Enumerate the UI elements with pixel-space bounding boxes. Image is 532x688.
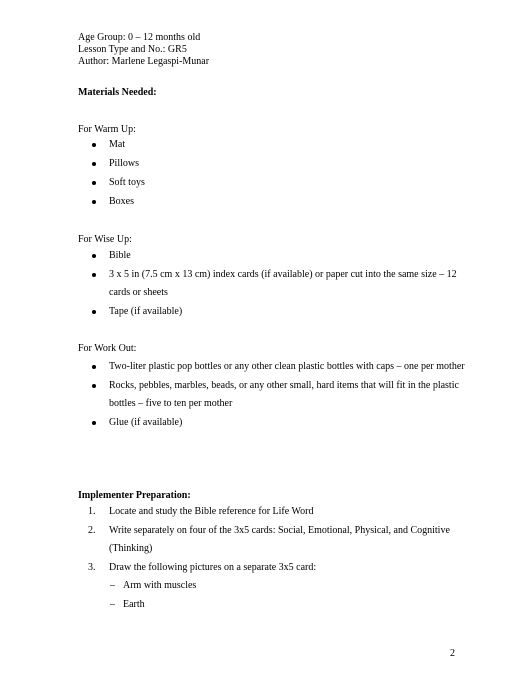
step-number: 1.: [88, 506, 96, 517]
list-item: Pillows: [78, 155, 468, 173]
list-item: Tape (if available): [78, 303, 468, 321]
list-item: Two-liter plastic pop bottles or any other clean plastic bottles with caps – one per mother: [78, 358, 468, 376]
step-number: 3.: [88, 562, 96, 573]
picture-list: [109, 577, 468, 614]
lesson-type: Lesson Type and No.: GR5: [78, 44, 187, 55]
list-item: Rocks, pebbles, marbles, beads, or any other small, hard items that will fit in the plastic bottles – five to ten per mother: [78, 377, 468, 413]
age-group: Age Group: 0 – 12 months old: [78, 32, 201, 43]
list-item: Glue (if available): [78, 414, 468, 432]
step-item: [78, 503, 468, 521]
implementer-steps: [78, 503, 468, 615]
list-item: – Earth: [109, 596, 468, 614]
step-text: Write separately on four of the 3x5 cards: Social, Emotional, Physical, and Cognitive (Thinking): [109, 525, 450, 554]
list-item: Soft toys: [78, 174, 468, 192]
step-item: [78, 559, 468, 614]
step-number: 2.: [88, 525, 96, 536]
list-item: Mat: [78, 136, 468, 154]
author: Author: Marlene Legaspi-Munar: [78, 56, 210, 67]
work-out-label: For Work Out:: [78, 343, 137, 354]
list-item: Bible: [78, 247, 468, 265]
page-number: 2: [450, 648, 455, 659]
implementer-heading: Implementer Preparation:: [78, 490, 191, 501]
warm-up-list: [78, 136, 468, 212]
list-item: Boxes: [78, 193, 468, 211]
step-item: [78, 522, 468, 558]
list-item: 3 x 5 in (7.5 cm x 13 cm) index cards (if available) or paper cut into the same size – 12 cards or sheets: [78, 266, 468, 302]
list-item: – Arm with muscles: [109, 577, 468, 595]
wise-up-label: For Wise Up:: [78, 234, 132, 245]
wise-up-list: [78, 247, 468, 322]
work-out-list: [78, 358, 468, 433]
materials-heading: Materials Needed:: [78, 87, 157, 98]
warm-up-label: For Warm Up:: [78, 124, 136, 135]
lesson-header: [78, 32, 209, 68]
step-text: Draw the following pictures on a separate 3x5 card:: [109, 562, 317, 573]
step-text: Locate and study the Bible reference for Life Word: [109, 506, 314, 517]
